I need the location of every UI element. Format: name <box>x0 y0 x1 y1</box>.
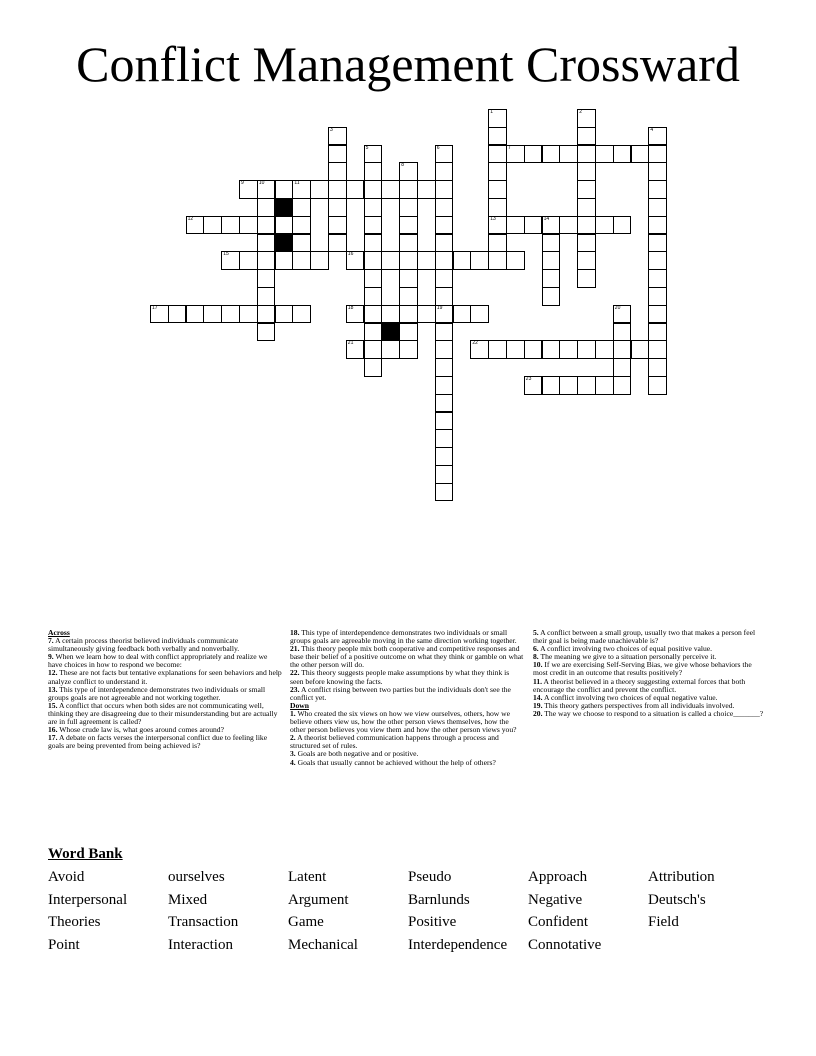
clue-item <box>48 686 282 702</box>
clue-item-text: This theory suggests people make assumptions by what they think is seen before knowing the facts. <box>290 668 510 686</box>
word-bank-word: Point <box>48 937 80 954</box>
grid-cell[interactable] <box>275 180 294 199</box>
clue-item-number: 6. <box>533 644 539 654</box>
grid-cell[interactable] <box>399 269 418 288</box>
grid-cell[interactable] <box>613 145 632 164</box>
word-bank-word: Interpersonal <box>48 891 128 908</box>
clue-item <box>48 702 282 726</box>
grid-cell[interactable] <box>542 269 561 288</box>
grid-cell[interactable] <box>524 145 543 164</box>
grid-cell[interactable] <box>364 162 383 181</box>
grid-cell[interactable] <box>542 216 561 235</box>
word-bank-word: Interaction <box>168 937 233 954</box>
grid-cell[interactable] <box>435 216 454 235</box>
grid-cell[interactable] <box>239 216 258 235</box>
word-bank-word: Confident <box>528 914 588 931</box>
grid-cell[interactable] <box>150 305 169 324</box>
grid-cell[interactable] <box>506 216 525 235</box>
grid-cell[interactable] <box>648 340 667 359</box>
grid-cell[interactable] <box>648 234 667 253</box>
grid-cell[interactable] <box>542 340 561 359</box>
grid-cell[interactable] <box>399 234 418 253</box>
clue-item <box>533 710 767 718</box>
grid-cell[interactable] <box>453 251 472 270</box>
clue-item <box>48 637 282 653</box>
clue-item <box>48 653 282 669</box>
grid-cell[interactable] <box>399 180 418 199</box>
grid-cell[interactable] <box>470 340 489 359</box>
grid-cell[interactable] <box>381 180 400 199</box>
grid-cell[interactable] <box>577 251 596 270</box>
grid-cell[interactable] <box>470 251 489 270</box>
grid-cell[interactable] <box>435 162 454 181</box>
grid-cell[interactable] <box>506 340 525 359</box>
clue-item-text: A debate on facts verses the interpersonal conflict due to feeling like goals are being prevented from being achieved is? <box>48 733 268 751</box>
grid-cell[interactable] <box>435 412 454 431</box>
grid-cell[interactable] <box>648 323 667 342</box>
grid-cell[interactable] <box>577 109 596 128</box>
grid-cell[interactable] <box>435 323 454 342</box>
grid-cell[interactable] <box>577 340 596 359</box>
grid-cell[interactable] <box>239 180 258 199</box>
grid-cell[interactable] <box>275 251 294 270</box>
clue-item <box>290 669 524 685</box>
clue-item-number: 14. <box>533 692 543 702</box>
grid-cell[interactable] <box>648 358 667 377</box>
clue-item-text: A certain process theorist believed individuals communicate simultaneously giving feedback both verbally and nonverbally. <box>48 636 240 654</box>
clue-item-number: 1. <box>290 708 296 718</box>
clue-number: 6 <box>436 144 440 151</box>
grid-cell[interactable] <box>435 234 454 253</box>
grid-cell[interactable] <box>542 287 561 306</box>
clue-number: 8 <box>401 162 404 169</box>
grid-cell[interactable] <box>417 305 436 324</box>
grid-cell[interactable] <box>613 305 632 324</box>
grid-cell[interactable] <box>346 251 365 270</box>
clue-item-text: A theorist believed in a theory suggesting external forces that both encourage the conflict and prevent the conflict. <box>533 676 746 694</box>
grid-cell[interactable] <box>328 145 347 164</box>
grid-cell[interactable] <box>488 340 507 359</box>
clue-number: 11 <box>294 180 300 187</box>
grid-cell[interactable] <box>364 340 383 359</box>
grid-cell[interactable] <box>488 251 507 270</box>
grid-cell[interactable] <box>257 269 276 288</box>
clue-item <box>290 629 524 645</box>
grid-cell[interactable] <box>328 127 347 146</box>
clue-item-number: 17. <box>48 733 58 743</box>
grid-cell[interactable] <box>364 251 383 270</box>
grid-cell[interactable] <box>559 376 578 395</box>
grid-cell[interactable] <box>613 340 632 359</box>
grid-cell[interactable] <box>435 465 454 484</box>
word-bank-word: Attribution <box>648 869 715 885</box>
grid-cell[interactable] <box>595 145 614 164</box>
puzzle-title: Conflict Management Crossward <box>76 36 740 92</box>
grid-cell[interactable] <box>328 234 347 253</box>
grid-cell[interactable] <box>470 305 489 324</box>
grid-cell[interactable] <box>648 287 667 306</box>
grid-cell[interactable] <box>364 358 383 377</box>
word-bank <box>48 868 768 960</box>
clue-item-number: 11. <box>533 676 543 686</box>
clue-item-number: 7. <box>48 636 54 646</box>
black-square <box>275 198 294 217</box>
clue-item-text: This type of interdependence demonstrates two individuals or small groups goals are agreeable moving in the same direction working together. <box>290 628 517 646</box>
grid-cell[interactable] <box>577 145 596 164</box>
grid-cell[interactable] <box>399 287 418 306</box>
clue-item-text: The meaning we give to a situation personally perceive it. <box>538 652 717 662</box>
grid-cell[interactable] <box>239 305 258 324</box>
grid-cell[interactable] <box>328 216 347 235</box>
clue-item <box>290 759 524 767</box>
grid-cell[interactable] <box>364 145 383 164</box>
grid-cell[interactable] <box>399 323 418 342</box>
word-bank-word: Pseudo <box>408 869 452 885</box>
word-bank-word: Negative <box>528 891 583 908</box>
word-bank-word: Mixed <box>168 891 208 908</box>
clue-item-number: 16. <box>48 725 58 735</box>
grid-cell[interactable] <box>524 216 543 235</box>
word-bank-word: Mechanical <box>288 937 358 954</box>
clue-number: 1 <box>490 109 493 115</box>
clue-item-text: This theory gathers perspectives from all individuals involved. <box>542 700 735 710</box>
grid-cell[interactable] <box>435 376 454 395</box>
grid-cell[interactable] <box>488 198 507 217</box>
grid-cell[interactable] <box>435 340 454 359</box>
clue-item <box>290 734 524 750</box>
grid-cell[interactable] <box>648 305 667 324</box>
grid-cell[interactable] <box>399 251 418 270</box>
grid-cell[interactable] <box>524 376 543 395</box>
word-bank-title: Word Bank <box>48 846 123 862</box>
grid-cell[interactable] <box>648 162 667 181</box>
grid-cell[interactable] <box>506 251 525 270</box>
grid-cell[interactable] <box>542 376 561 395</box>
grid-cell[interactable] <box>577 234 596 253</box>
grid-cell[interactable] <box>292 198 311 217</box>
grid-cell[interactable] <box>435 305 454 324</box>
clue-item <box>290 686 524 702</box>
grid-cell[interactable] <box>542 145 561 164</box>
grid-cell[interactable] <box>186 216 205 235</box>
word-bank-word: Deutsch's <box>648 891 706 908</box>
grid-cell[interactable] <box>399 162 418 181</box>
grid-cell[interactable] <box>648 145 667 164</box>
clue-item <box>533 678 767 694</box>
clue-number: 4 <box>650 126 654 133</box>
clue-number: 14 <box>543 215 550 222</box>
clue-item-number: 2. <box>290 733 296 743</box>
grid-cell[interactable] <box>292 305 311 324</box>
crossword-grid <box>0 0 816 520</box>
clue-number: 10 <box>258 180 265 187</box>
grid-cell[interactable] <box>292 234 311 253</box>
clue-section-header: Down <box>290 700 309 710</box>
grid-cell[interactable] <box>399 340 418 359</box>
clue-item-text: Who created the six views on how we view ourselves, others, how we believe others view us, how the other person views themselves, how the other person believes you view them and how the other person views you? <box>290 708 517 735</box>
grid-cell[interactable] <box>364 305 383 324</box>
clue-number: 21 <box>347 340 354 347</box>
clue-item-number: 22. <box>290 668 300 678</box>
clue-number: 15 <box>223 251 229 258</box>
grid-cell[interactable] <box>292 251 311 270</box>
clue-number: 2 <box>579 109 582 115</box>
grid-cell[interactable] <box>257 323 276 342</box>
clue-number: 7 <box>508 144 511 151</box>
grid-cell[interactable] <box>631 145 650 164</box>
black-square <box>275 234 294 253</box>
clue-item-text: Goals are both negative and or positive. <box>295 749 419 759</box>
grid-cell[interactable] <box>221 251 240 270</box>
grid-cell[interactable] <box>364 323 383 342</box>
grid-cell[interactable] <box>577 180 596 199</box>
grid-cell[interactable] <box>435 483 454 502</box>
grid-cell[interactable] <box>613 323 632 342</box>
clue-item-text: A conflict involving two choices of equal positive value. <box>538 644 713 654</box>
grid-cell[interactable] <box>453 305 472 324</box>
word-bank-word: Interdependence <box>408 937 508 954</box>
grid-cell[interactable] <box>435 269 454 288</box>
clue-item <box>48 734 282 750</box>
grid-cell[interactable] <box>648 180 667 199</box>
grid-cell[interactable] <box>310 180 329 199</box>
grid-cell[interactable] <box>239 251 258 270</box>
grid-cell[interactable] <box>364 269 383 288</box>
grid-cell[interactable] <box>257 198 276 217</box>
word-bank-word: Theories <box>48 914 101 931</box>
clue-item-text: The way we choose to respond to a situation is called a choice_______? <box>542 708 764 718</box>
grid-cell[interactable] <box>310 251 329 270</box>
clue-number: 23 <box>525 376 532 382</box>
word-bank-word: Latent <box>288 869 327 885</box>
clue-item-text: A conflict between a small group, usually two that makes a person feel their goal is being made unachievable is? <box>533 628 756 646</box>
clue-item-text: Whose crude law is, what goes around comes around? <box>57 725 224 735</box>
word-bank-word: Avoid <box>48 869 85 885</box>
grid-cell[interactable] <box>506 145 525 164</box>
clue-item-text: A conflict that occurs when both sides are not communicating well, thinking they are disagreeing due to their misunderstanding but are actually are in full agreement is called? <box>48 700 278 727</box>
grid-cell[interactable] <box>364 198 383 217</box>
grid-cell[interactable] <box>381 251 400 270</box>
grid-cell[interactable] <box>524 340 543 359</box>
black-square <box>381 323 400 342</box>
grid-cell[interactable] <box>346 180 365 199</box>
grid-cell[interactable] <box>257 251 276 270</box>
grid-cell[interactable] <box>399 305 418 324</box>
grid-cell[interactable] <box>435 358 454 377</box>
grid-cell[interactable] <box>257 216 276 235</box>
grid-cell[interactable] <box>257 180 276 199</box>
clue-number: 19 <box>436 304 443 311</box>
grid-cell[interactable] <box>542 251 561 270</box>
clue-item <box>290 710 524 734</box>
grid-cell[interactable] <box>328 198 347 217</box>
grid-cell[interactable] <box>613 376 632 395</box>
word-bank-word: Approach <box>528 869 588 885</box>
grid-cell[interactable] <box>488 109 507 128</box>
clue-item-text: A conflict rising between two parties but the individuals don't see the conflict yet. <box>290 684 511 702</box>
grid-cell[interactable] <box>364 234 383 253</box>
clue-section-header: Across <box>48 628 70 637</box>
grid-cell[interactable] <box>364 287 383 306</box>
clue-item-number: 20. <box>533 708 543 718</box>
clue-number: 13 <box>490 215 496 222</box>
grid-cell[interactable] <box>203 305 222 324</box>
clue-item-number: 13. <box>48 684 58 694</box>
grid-cell[interactable] <box>292 216 311 235</box>
clue-number: 9 <box>241 180 244 187</box>
grid-cell[interactable] <box>168 305 187 324</box>
clue-number: 20 <box>614 304 621 311</box>
word-bank-word: ourselves <box>168 869 225 885</box>
clue-item <box>533 661 767 677</box>
clue-number: 12 <box>187 215 194 222</box>
grid-cell[interactable] <box>328 180 347 199</box>
grid-cell[interactable] <box>399 198 418 217</box>
grid-cell[interactable] <box>435 251 454 270</box>
clue-item-text: These are not facts but tentative explanations for seen behaviors and help analyze conflict to understand it. <box>48 668 282 686</box>
grid-cell[interactable] <box>399 216 418 235</box>
grid-cell[interactable] <box>488 234 507 253</box>
clue-item-number: 19. <box>533 700 543 710</box>
grid-cell[interactable] <box>435 394 454 413</box>
clue-item-number: 3. <box>290 749 296 759</box>
grid-cell[interactable] <box>488 127 507 146</box>
grid-cell[interactable] <box>595 340 614 359</box>
clue-item <box>48 669 282 685</box>
clue-item-number: 21. <box>290 644 300 654</box>
grid-cell[interactable] <box>648 376 667 395</box>
grid-cell[interactable] <box>595 376 614 395</box>
grid-cell[interactable] <box>577 162 596 181</box>
grid-cell[interactable] <box>631 340 650 359</box>
grid-cell[interactable] <box>221 305 240 324</box>
word-bank-word: Field <box>648 914 679 931</box>
clue-item-number: 18. <box>290 628 300 637</box>
grid-cell[interactable] <box>613 358 632 377</box>
grid-cell[interactable] <box>648 269 667 288</box>
clues-column-3 <box>533 629 767 718</box>
clue-item <box>290 645 524 669</box>
clue-item-number: 5. <box>533 628 539 637</box>
grid-cell[interactable] <box>435 429 454 448</box>
grid-cell[interactable] <box>577 216 596 235</box>
clue-item-text: A theorist believed communication happens through a process and structured set of rules. <box>290 733 499 751</box>
grid-cell[interactable] <box>364 216 383 235</box>
word-bank-word: Barnlunds <box>408 891 470 908</box>
clue-item-text: A conflict involving two choices of equal negative value. <box>542 692 718 702</box>
grid-cell[interactable] <box>488 216 507 235</box>
grid-cell[interactable] <box>346 340 365 359</box>
grid-cell[interactable] <box>275 305 294 324</box>
clue-number: 17 <box>152 304 158 311</box>
clue-item-text: This theory people mix both cooperative and competitive responses and base their belief of a positive outcome on what they think or gamble on what the other person will do. <box>290 644 524 670</box>
clues-column-1 <box>48 629 282 750</box>
grid-cell[interactable] <box>613 216 632 235</box>
grid-cell[interactable] <box>435 198 454 217</box>
clue-item-number: 23. <box>290 684 300 694</box>
grid-cell[interactable] <box>435 145 454 164</box>
clues-column-2 <box>290 629 524 767</box>
clue-item-number: 12. <box>48 668 58 678</box>
clue-number: 3 <box>330 126 333 133</box>
grid-cell[interactable] <box>435 180 454 199</box>
grid-cell[interactable] <box>488 145 507 164</box>
grid-cell[interactable] <box>648 216 667 235</box>
grid-cell[interactable] <box>364 180 383 199</box>
clue-item-text: When we learn how to deal with conflict appropriately and realize we have choices in how to respond we become: <box>48 652 268 670</box>
grid-cell[interactable] <box>595 216 614 235</box>
grid-cell[interactable] <box>417 251 436 270</box>
clue-number: 16 <box>347 251 354 258</box>
clue-item-number: 9. <box>48 652 54 662</box>
grid-cell[interactable] <box>648 127 667 146</box>
word-bank-word: Game <box>288 914 324 931</box>
clue-item-text: Goals that usually cannot be achieved without the help of others? <box>295 757 496 767</box>
grid-cell[interactable] <box>417 180 436 199</box>
grid-cell[interactable] <box>257 287 276 306</box>
grid-cell[interactable] <box>488 162 507 181</box>
clue-item-text: If we are exercising Self-Serving Bias, we give whose behaviors the most credit in an outcome that results positively? <box>533 660 752 678</box>
clue-item-number: 4. <box>290 757 296 767</box>
clue-item-number: 8. <box>533 652 539 662</box>
grid-cell[interactable] <box>381 340 400 359</box>
clue-number: 5 <box>365 144 369 151</box>
word-bank-word: Positive <box>408 914 457 931</box>
word-bank-word: Connotative <box>528 937 602 954</box>
grid-cell[interactable] <box>292 180 311 199</box>
grid-cell[interactable] <box>577 269 596 288</box>
grid-cell[interactable] <box>186 305 205 324</box>
grid-cell[interactable] <box>559 340 578 359</box>
grid-cell[interactable] <box>577 127 596 146</box>
grid-cell[interactable] <box>435 447 454 466</box>
grid-cell[interactable] <box>221 216 240 235</box>
grid-cell[interactable] <box>257 234 276 253</box>
grid-cell[interactable] <box>203 216 222 235</box>
grid-cell[interactable] <box>257 305 276 324</box>
grid-cell[interactable] <box>275 216 294 235</box>
grid-cell[interactable] <box>381 305 400 324</box>
grid-cell[interactable] <box>648 251 667 270</box>
grid-cell[interactable] <box>328 162 347 181</box>
grid-cell[interactable] <box>559 145 578 164</box>
grid-cell[interactable] <box>488 180 507 199</box>
clue-item-text: This type of interdependence demonstrates two individuals or small groups goals are not agreeable and not working together. <box>48 684 266 702</box>
word-bank-word: Transaction <box>168 914 239 931</box>
clue-item <box>533 629 767 645</box>
grid-cell[interactable] <box>435 287 454 306</box>
clue-item-number: 10. <box>533 660 543 670</box>
clue-item-number: 15. <box>48 700 58 710</box>
grid-cell[interactable] <box>346 305 365 324</box>
grid-cell[interactable] <box>648 198 667 217</box>
grid-cell[interactable] <box>559 216 578 235</box>
grid-cell[interactable] <box>577 198 596 217</box>
grid-cell[interactable] <box>542 234 561 253</box>
grid-cell[interactable] <box>577 376 596 395</box>
clue-number: 18 <box>347 304 354 311</box>
clue-number: 22 <box>472 340 478 347</box>
word-bank-word: Argument <box>288 891 349 908</box>
